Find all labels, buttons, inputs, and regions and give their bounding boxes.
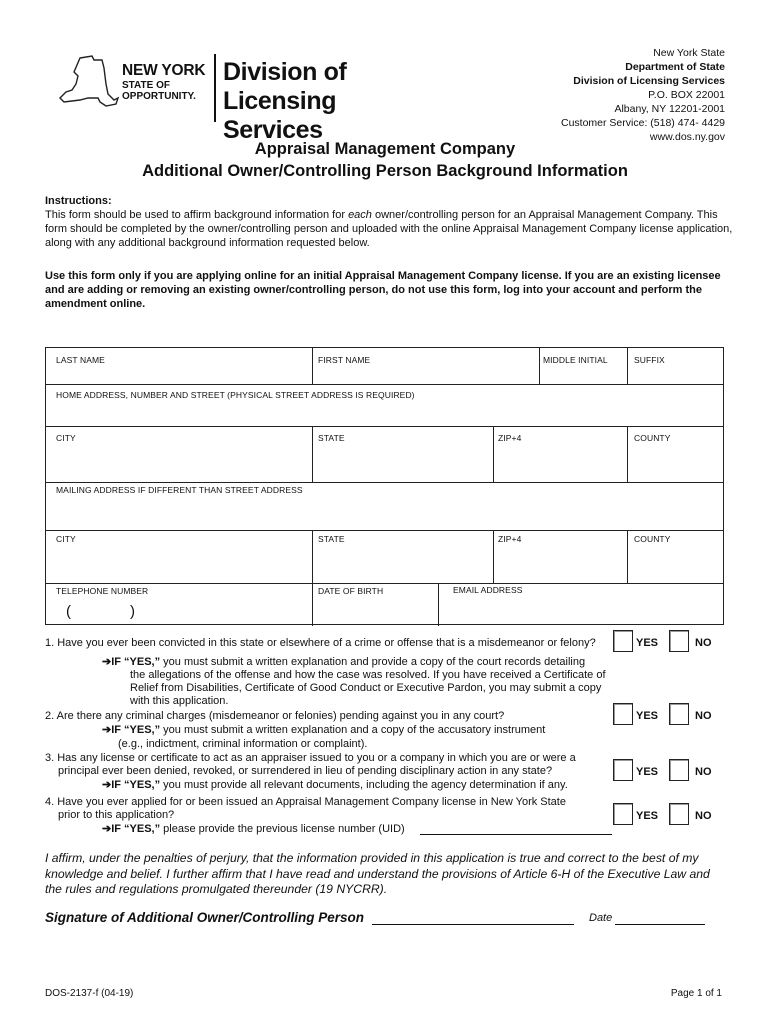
q1-instruction-2: the allegations of the offense and how the case was resolved. If you have received a Certificate of <box>130 669 606 681</box>
mailing-county-label: COUNTY <box>634 534 671 544</box>
q3-yes-label: YES <box>636 766 659 778</box>
logo-new-york: NEW YORK <box>122 62 206 79</box>
logo <box>58 48 438 144</box>
date-label: Date <box>589 912 613 924</box>
agency-phone: Customer Service: (518) 474- 4429 <box>561 117 725 129</box>
date-line[interactable] <box>615 924 705 925</box>
logo-state-of: STATE OF <box>122 80 170 91</box>
q3-if-yes <box>102 779 568 792</box>
signature-label: Signature of Additional Owner/Controlling Person <box>45 910 365 925</box>
question-3-line-1: 3. Has any license or certificate to act as an appraiser issued to you or a company in which you are or were a <box>45 752 576 764</box>
dob-field[interactable] <box>313 598 437 625</box>
agency-department: Department of State <box>625 61 725 73</box>
q1-yes-label: YES <box>636 637 659 649</box>
q2-yes-checkbox[interactable] <box>613 703 633 725</box>
form-number: DOS-2137-f (04-19) <box>45 988 134 999</box>
telephone-label: TELEPHONE NUMBER <box>56 586 149 596</box>
q2-no-label: NO <box>695 710 712 722</box>
logo-licensing-services: Licensing Services <box>223 87 337 144</box>
q4-instruction: please provide the previous license number (UID) <box>160 823 405 835</box>
logo-divider <box>214 54 216 122</box>
zip-label: ZIP+4 <box>498 433 522 443</box>
first-name-field[interactable] <box>313 364 538 384</box>
mailing-city-field[interactable] <box>46 546 311 583</box>
agency-website: www.dos.ny.gov <box>649 131 725 143</box>
mailing-state-field[interactable] <box>313 546 492 583</box>
page-number: Page 1 of 1 <box>670 988 722 999</box>
q1-instruction-4: with this application. <box>130 695 229 707</box>
instructions-text-emphasis: each <box>348 209 372 221</box>
row-divider <box>46 482 723 483</box>
question-2: 2. Are there any criminal charges (misdemeanor or felonies) pending against you in any court? <box>45 710 505 722</box>
mailing-zip-field[interactable] <box>494 546 626 583</box>
mailing-address-label: MAILING ADDRESS IF DIFFERENT THAN STREET ADDRESS <box>56 485 303 495</box>
q4-if-yes <box>102 823 405 836</box>
instructions-heading: Instructions: <box>45 195 112 207</box>
q3-if-yes-label: ➔IF “YES,” <box>102 779 161 791</box>
question-4-line-1: 4. Have you ever applied for or been issued an Appraisal Management Company license in New York State <box>45 796 566 808</box>
q1-no-label: NO <box>695 637 712 649</box>
question-3-line-2: principal ever been denied, revoked, or surrendered in lieu of pending disciplinary action in any state? <box>58 765 553 777</box>
uid-input-line[interactable] <box>420 834 612 835</box>
q2-no-checkbox[interactable] <box>669 703 689 725</box>
home-address-label: HOME ADDRESS, NUMBER AND STREET (PHYSICAL STREET ADDRESS IS REQUIRED) <box>56 390 415 400</box>
county-field[interactable] <box>628 444 723 482</box>
suffix-field[interactable] <box>628 364 723 384</box>
middle-initial-field[interactable] <box>540 364 626 384</box>
q4-no-checkbox[interactable] <box>669 803 689 825</box>
q4-no-label: NO <box>695 810 712 822</box>
last-name-field[interactable] <box>46 364 311 384</box>
row-divider <box>46 583 723 584</box>
last-name-label: LAST NAME <box>56 355 105 365</box>
row-divider <box>46 530 723 531</box>
agency-division: Division of Licensing Services <box>573 75 725 87</box>
state-label: STATE <box>318 433 345 443</box>
city-label: CITY <box>56 433 76 443</box>
city-field[interactable] <box>46 444 311 482</box>
email-label: EMAIL ADDRESS <box>453 585 523 595</box>
q2-if-yes-label: ➔IF “YES,” <box>102 724 161 736</box>
logo-opportunity: OPPORTUNITY. <box>122 91 196 102</box>
form-subtitle: Additional Owner/Controlling Person Background Information <box>142 162 628 180</box>
logo-division-of: Division of <box>223 58 347 86</box>
middle-initial-label: MIDDLE INITIAL <box>543 355 608 365</box>
usage-note: Use this form only if you are applying online for an initial Appraisal Management Company license. If you are an existing licensee and are adding or removing an existing owner/controlling person, do not use this form, log into your account and perform the amendment online. <box>45 270 721 310</box>
row-divider <box>46 426 723 427</box>
phone-paren-close: ) <box>130 603 135 620</box>
mailing-address-field[interactable] <box>46 498 723 530</box>
agency-address <box>561 46 725 144</box>
row-divider <box>46 384 723 385</box>
email-field[interactable] <box>439 598 723 625</box>
question-4-line-2: prior to this application? <box>58 809 175 821</box>
mailing-zip-label: ZIP+4 <box>498 534 522 544</box>
mailing-county-field[interactable] <box>628 546 723 583</box>
q1-no-checkbox[interactable] <box>669 630 689 652</box>
signature-line[interactable] <box>372 924 574 925</box>
q2-instruction-1: you must submit a written explanation and a copy of the accusatory instrument <box>160 724 546 736</box>
agency-po-box: P.O. BOX 22001 <box>648 89 725 101</box>
q1-instruction-1: you must submit a written explanation and provide a copy of the court records detailing <box>160 656 586 668</box>
agency-state: New York State <box>653 47 725 59</box>
question-1: 1. Have you ever been convicted in this state or elsewhere of a crime or offense that is a misdemeanor or felony? <box>45 637 596 649</box>
q1-if-yes <box>102 656 585 669</box>
q4-if-yes-label: ➔IF “YES,” <box>102 823 161 835</box>
q1-if-yes-label: ➔IF “YES,” <box>102 656 161 668</box>
phone-paren-open: ( <box>66 603 71 620</box>
q3-no-checkbox[interactable] <box>669 759 689 781</box>
q3-no-label: NO <box>695 766 712 778</box>
new-york-state-map-icon <box>58 54 120 110</box>
q1-yes-checkbox[interactable] <box>613 630 633 652</box>
applicant-info-table <box>45 347 724 625</box>
telephone-field[interactable] <box>46 598 311 625</box>
q3-instruction: you must provide all relevant documents, including the agency determination if any. <box>160 779 568 791</box>
home-address-field[interactable] <box>46 402 723 426</box>
zip-field[interactable] <box>494 444 626 482</box>
form-title: Appraisal Management Company <box>254 140 516 158</box>
state-field[interactable] <box>313 444 492 482</box>
q2-yes-label: YES <box>636 710 659 722</box>
county-label: COUNTY <box>634 433 671 443</box>
q2-if-yes <box>102 724 545 737</box>
q4-yes-checkbox[interactable] <box>613 803 633 825</box>
q4-yes-label: YES <box>636 810 659 822</box>
first-name-label: FIRST NAME <box>318 355 371 365</box>
instructions-text-b: owner/controlling person for an Appraisal Management Company. This form should be completed by the owner/controlling person and uploaded with the online Appraisal Management Company license application, along with any additional background information requested below. <box>45 209 733 249</box>
q1-instruction-3: Relief from Disabilities, Certificate of Good Conduct or Executive Pardon, you may submit a copy <box>130 682 602 694</box>
instructions-text <box>45 208 735 250</box>
agency-city: Albany, NY 12201-2001 <box>614 103 725 115</box>
mailing-city-label: CITY <box>56 534 76 544</box>
q3-yes-checkbox[interactable] <box>613 759 633 781</box>
instructions-text-a: This form should be used to affirm background information for <box>45 209 349 221</box>
q2-instruction-2: (e.g., indictment, criminal information or complaint). <box>118 738 368 750</box>
mailing-state-label: STATE <box>318 534 345 544</box>
affirmation-text: I affirm, under the penalties of perjury, that the information provided in this application is true and correct to the best of my knowledge and belief. I further affirm that I have read and understand the provisions of Article 6-H of the Executive Law and the rules and regulations promulgated thereunder (19 NYCRR). <box>45 851 710 896</box>
dob-label: DATE OF BIRTH <box>318 586 384 596</box>
suffix-label: SUFFIX <box>634 355 665 365</box>
